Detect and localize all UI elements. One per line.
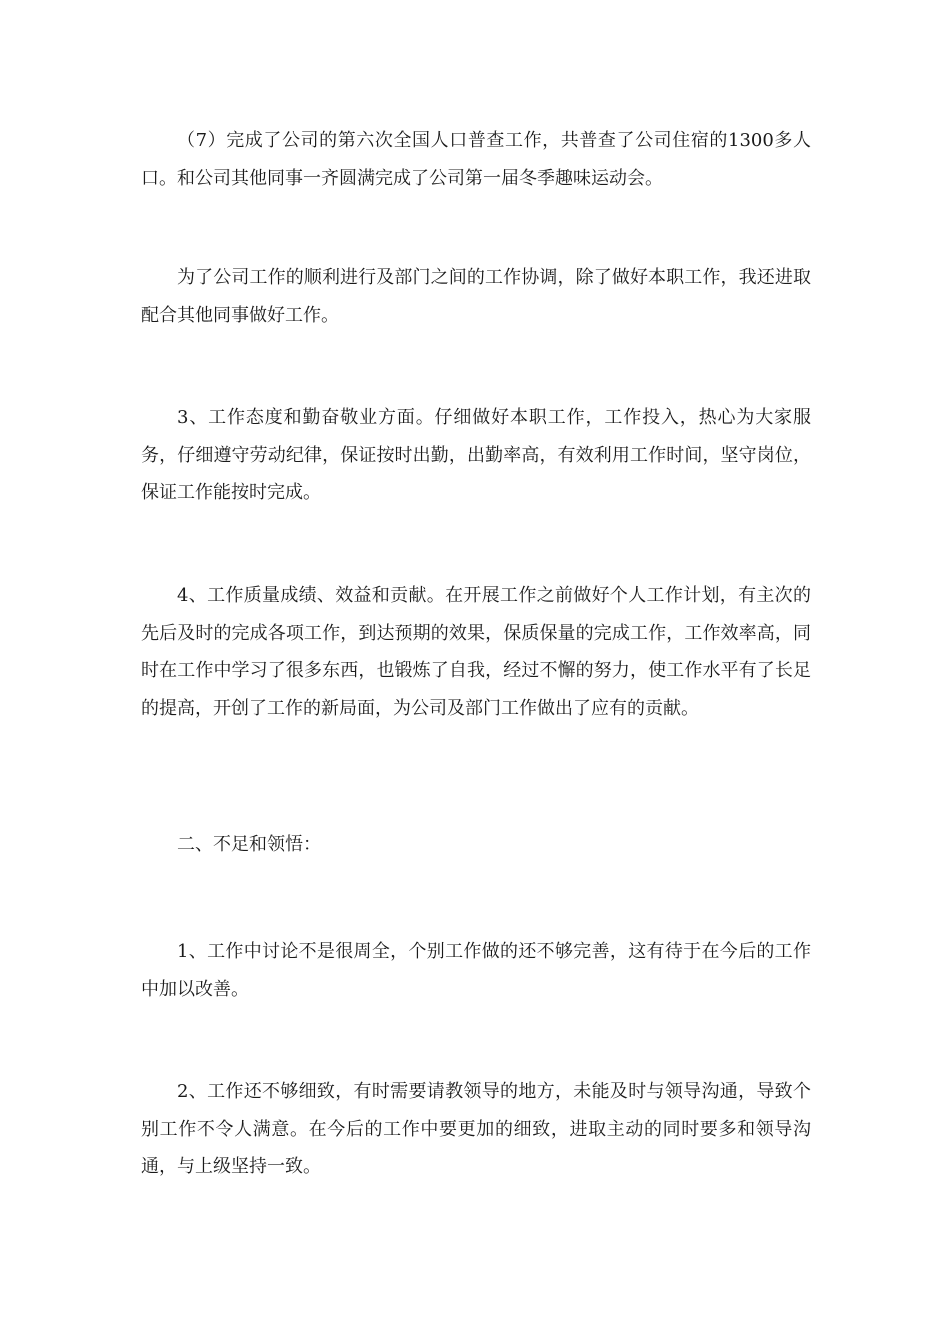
paragraph-census: （7）完成了公司的第六次全国人口普查工作，共普查了公司住宿的1300多人口。和公司其他同事一齐圆满完成了公司第一届冬季趣味运动会。 — [141, 130, 811, 189]
paragraph-work-quality: 4、工作质量成绩、效益和贡献。在开展工作之前做好个人工作计划，有主次的先后及时的完成各项工作，到达预期的效果，保质保量的完成工作，工作效率高，同时在工作中学习了很多东西，也锻炼了自我，经过不懈的努力，使工作水平有了长足的提高，开创了工作的新局面，为公司及部门工作做出了应有的贡献。 — [141, 585, 811, 719]
paragraph-work-attitude: 3、工作态度和勤奋敬业方面。仔细做好本职工作，工作投入，热心为大家服务，仔细遵守劳动纪律，保证按时出勤，出勤率高，有效利用工作时间，坚守岗位，保证工作能按时完成。 — [141, 407, 811, 503]
paragraph-cooperation: 为了公司工作的顺利进行及部门之间的工作协调，除了做好本职工作，我还进取配合其他同事做好工作。 — [141, 267, 811, 326]
paragraph-shortcoming-1: 1、工作中讨论不是很周全，个别工作做的还不够完善，这有待于在今后的工作中加以改善。 — [141, 941, 811, 1000]
paragraph-shortcoming-2: 2、工作还不够细致，有时需要请教领导的地方，未能及时与领导沟通，导致个别工作不令人满意。在今后的工作中要更加的细致，进取主动的同时要多和领导沟通，与上级坚持一致。 — [141, 1081, 811, 1177]
section-heading-shortcomings: 二、不足和领悟： — [177, 834, 321, 855]
